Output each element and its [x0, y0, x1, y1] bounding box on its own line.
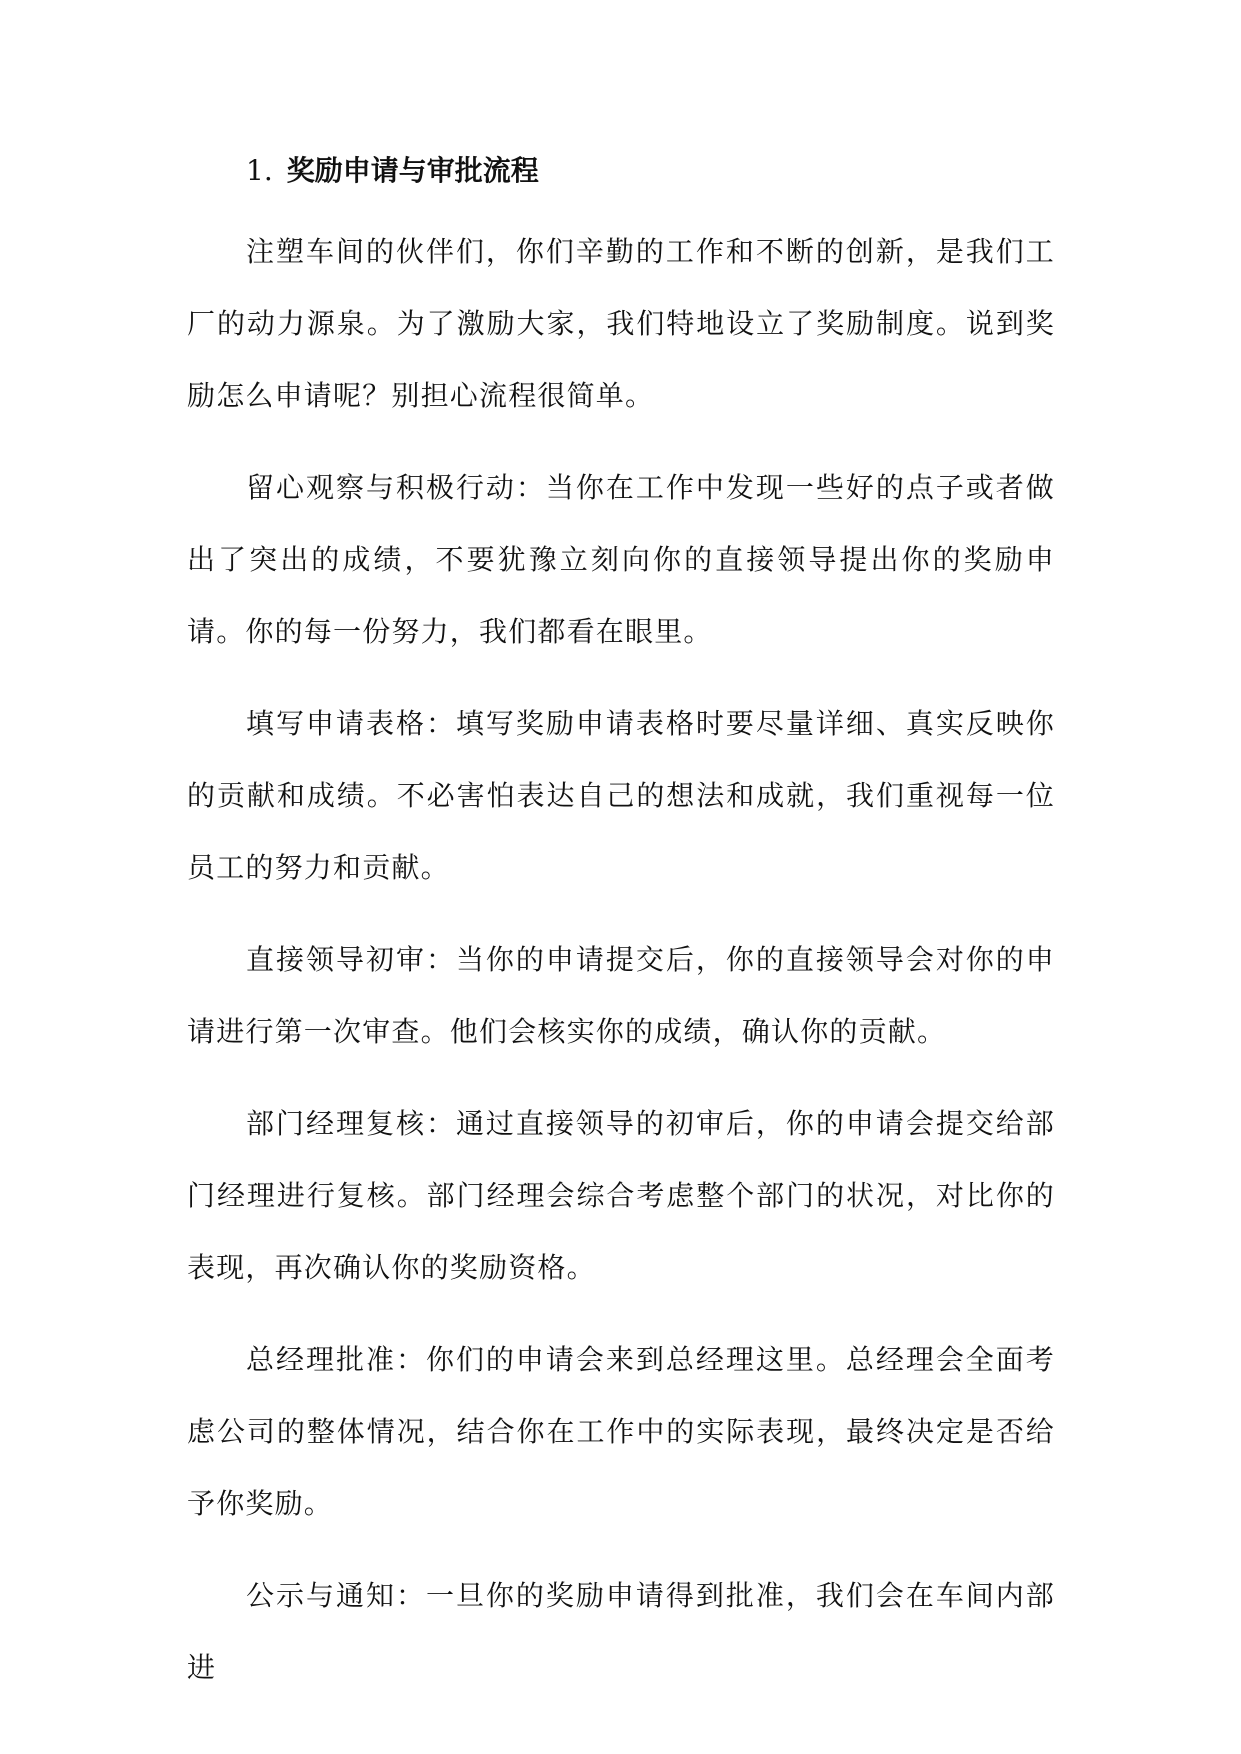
section-title: 奖励申请与审批流程: [286, 154, 539, 187]
document-body: [187, 146, 1055, 1704]
paragraph-intro: 注塑车间的伙伴们，你们辛勤的工作和不断的创新，是我们工厂的动力源泉。为了激励大家，我们特地设立了奖励制度。说到奖励怎么申请呢？别担心流程很简单。: [187, 235, 1055, 412]
paragraph-announce-notify: 公示与通知：一旦你的奖励申请得到批准，我们会在车间内部进: [187, 1579, 1055, 1684]
paragraph-fill-form: 填写申请表格：填写奖励申请表格时要尽量详细、真实反映你的贡献和成绩。不必害怕表达自己的想法和成就，我们重视每一位员工的努力和贡献。: [187, 707, 1055, 884]
paragraph-observe-act: 留心观察与积极行动：当你在工作中发现一些好的点子或者做出了突出的成绩，不要犹豫立刻向你的直接领导提出你的奖励申请。你的每一份努力，我们都看在眼里。: [187, 471, 1055, 648]
paragraph-gm-approval: 总经理批准：你们的申请会来到总经理这里。总经理会全面考虑公司的整体情况，结合你在工作中的实际表现，最终决定是否给予你奖励。: [187, 1343, 1055, 1520]
section-heading: [246, 146, 1055, 196]
paragraph-leader-review: 直接领导初审：当你的申请提交后，你的直接领导会对你的申请进行第一次审查。他们会核实你的成绩，确认你的贡献。: [187, 943, 1055, 1048]
paragraph-manager-recheck: 部门经理复核：通过直接领导的初审后，你的申请会提交给部门经理进行复核。部门经理会综合考虑整个部门的状况，对比你的表现，再次确认你的奖励资格。: [187, 1107, 1055, 1284]
section-number: 1.: [246, 154, 273, 187]
